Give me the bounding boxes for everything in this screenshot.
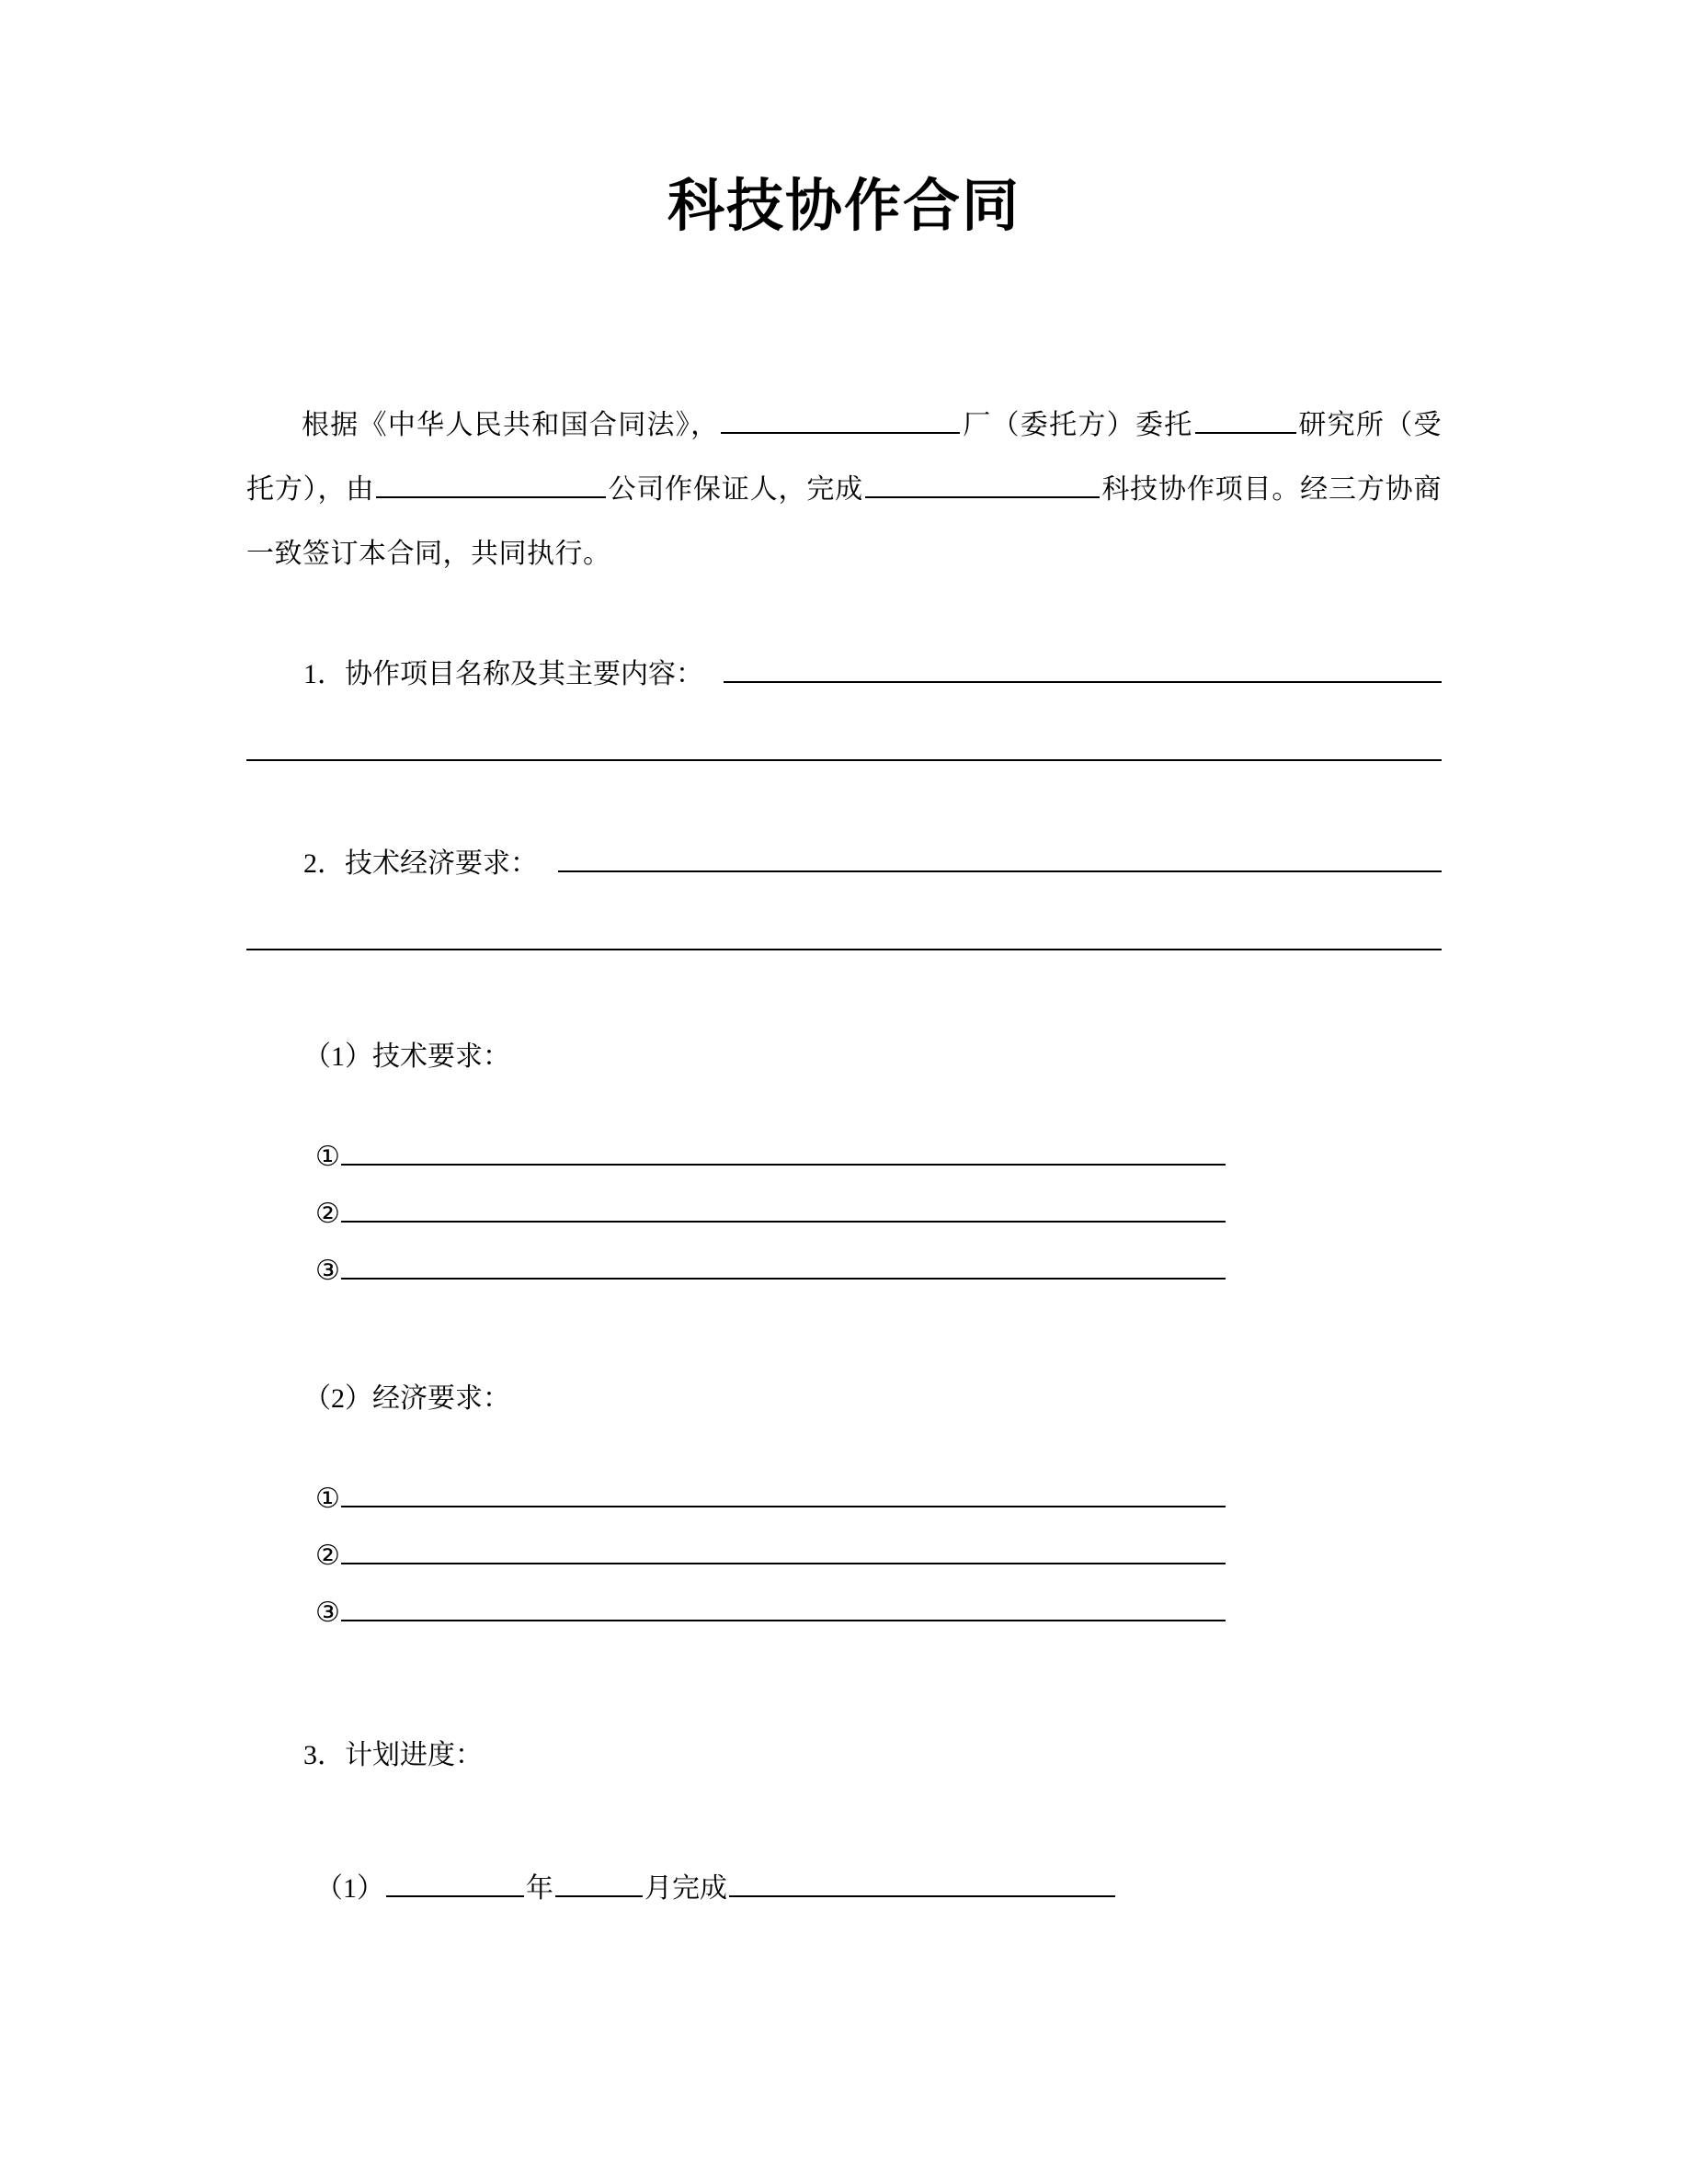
tech-req-line-2[interactable] (341, 1193, 1226, 1223)
spacer (246, 1649, 1442, 1728)
plan-item-1-year-label: 年 (526, 1873, 553, 1905)
section-2-label: 技术经济要求： (345, 848, 538, 880)
tech-req-item-2 (246, 1193, 1442, 1230)
econ-req-line-3[interactable] (341, 1592, 1226, 1621)
blank-plan-content[interactable] (729, 1864, 1115, 1897)
section-3-number: 3． (303, 1740, 345, 1771)
intro-text-2: 厂（委托方）委托 (962, 410, 1193, 441)
econ-req-marker-2: ② (315, 1541, 340, 1572)
econ-req-item-3 (246, 1592, 1442, 1629)
section-2-fill-line-2[interactable] (246, 921, 1442, 950)
tech-req-line-3[interactable] (341, 1250, 1226, 1280)
spacer (246, 691, 1442, 732)
section-1-fill-line-2[interactable] (246, 732, 1442, 761)
econ-req-marker-1: ① (315, 1484, 340, 1515)
spacer (246, 761, 1442, 840)
section-3-label: 计划进度： (345, 1740, 483, 1771)
tech-req-line-1[interactable] (341, 1136, 1226, 1166)
section-3-heading (246, 1728, 1442, 1783)
section-2-number: 2． (303, 848, 345, 880)
tech-req-item-3 (246, 1250, 1442, 1287)
intro-text-4: 公司作保证人，完成 (608, 474, 864, 506)
spacer (246, 881, 1442, 921)
section-1-label: 协作项目名称及其主要内容： (345, 659, 703, 690)
section-2-fill-line-1[interactable] (558, 843, 1442, 872)
section-1-heading (246, 651, 1442, 691)
tech-req-marker-2: ② (315, 1199, 340, 1230)
tech-req-item-1 (246, 1136, 1442, 1173)
tech-req-marker-1: ① (315, 1142, 340, 1173)
page-title: 科技协作合同 (667, 172, 1021, 239)
plan-item-1 (246, 1862, 1442, 1916)
econ-req-item-1 (246, 1478, 1442, 1515)
tech-req-marker-3: ③ (315, 1256, 340, 1287)
econ-req-marker-3: ③ (315, 1598, 340, 1629)
spacer (246, 1783, 1442, 1862)
plan-item-1-prefix: （1） (315, 1873, 384, 1905)
spacer (246, 586, 1442, 651)
spacer (246, 1427, 1442, 1478)
section-2-heading (246, 840, 1442, 881)
section-1-number: 1． (303, 659, 345, 690)
spacer (246, 950, 1442, 1029)
intro-paragraph (246, 393, 1442, 586)
intro-text-3: 研究所（受托方），由 (246, 410, 1443, 506)
econ-req-item-2 (246, 1535, 1442, 1572)
spacer (246, 1085, 1442, 1136)
blank-institute-prefix[interactable] (1195, 401, 1296, 434)
intro-text-5: 科技协作项目。经三方协商一致签订本合同，共同执行。 (246, 474, 1443, 570)
blank-project-name[interactable] (865, 465, 1100, 498)
blank-entrusting-party[interactable] (721, 401, 960, 434)
econ-req-line-2[interactable] (341, 1535, 1226, 1564)
intro-text-1: 根据《中华人民共和国合同法》， (302, 410, 720, 441)
econ-req-line-1[interactable] (341, 1478, 1226, 1507)
subsection-1-label: （1）技术要求： (303, 1041, 510, 1073)
plan-item-1-month-label: 月完成 (644, 1873, 727, 1905)
blank-plan-month[interactable] (555, 1864, 643, 1897)
blank-guarantor-company[interactable] (376, 465, 606, 498)
subsection-2-label: （2）经济要求： (303, 1383, 510, 1415)
blank-plan-year[interactable] (386, 1864, 524, 1897)
section-1-fill-line-1[interactable] (724, 654, 1442, 683)
spacer (246, 1307, 1442, 1371)
